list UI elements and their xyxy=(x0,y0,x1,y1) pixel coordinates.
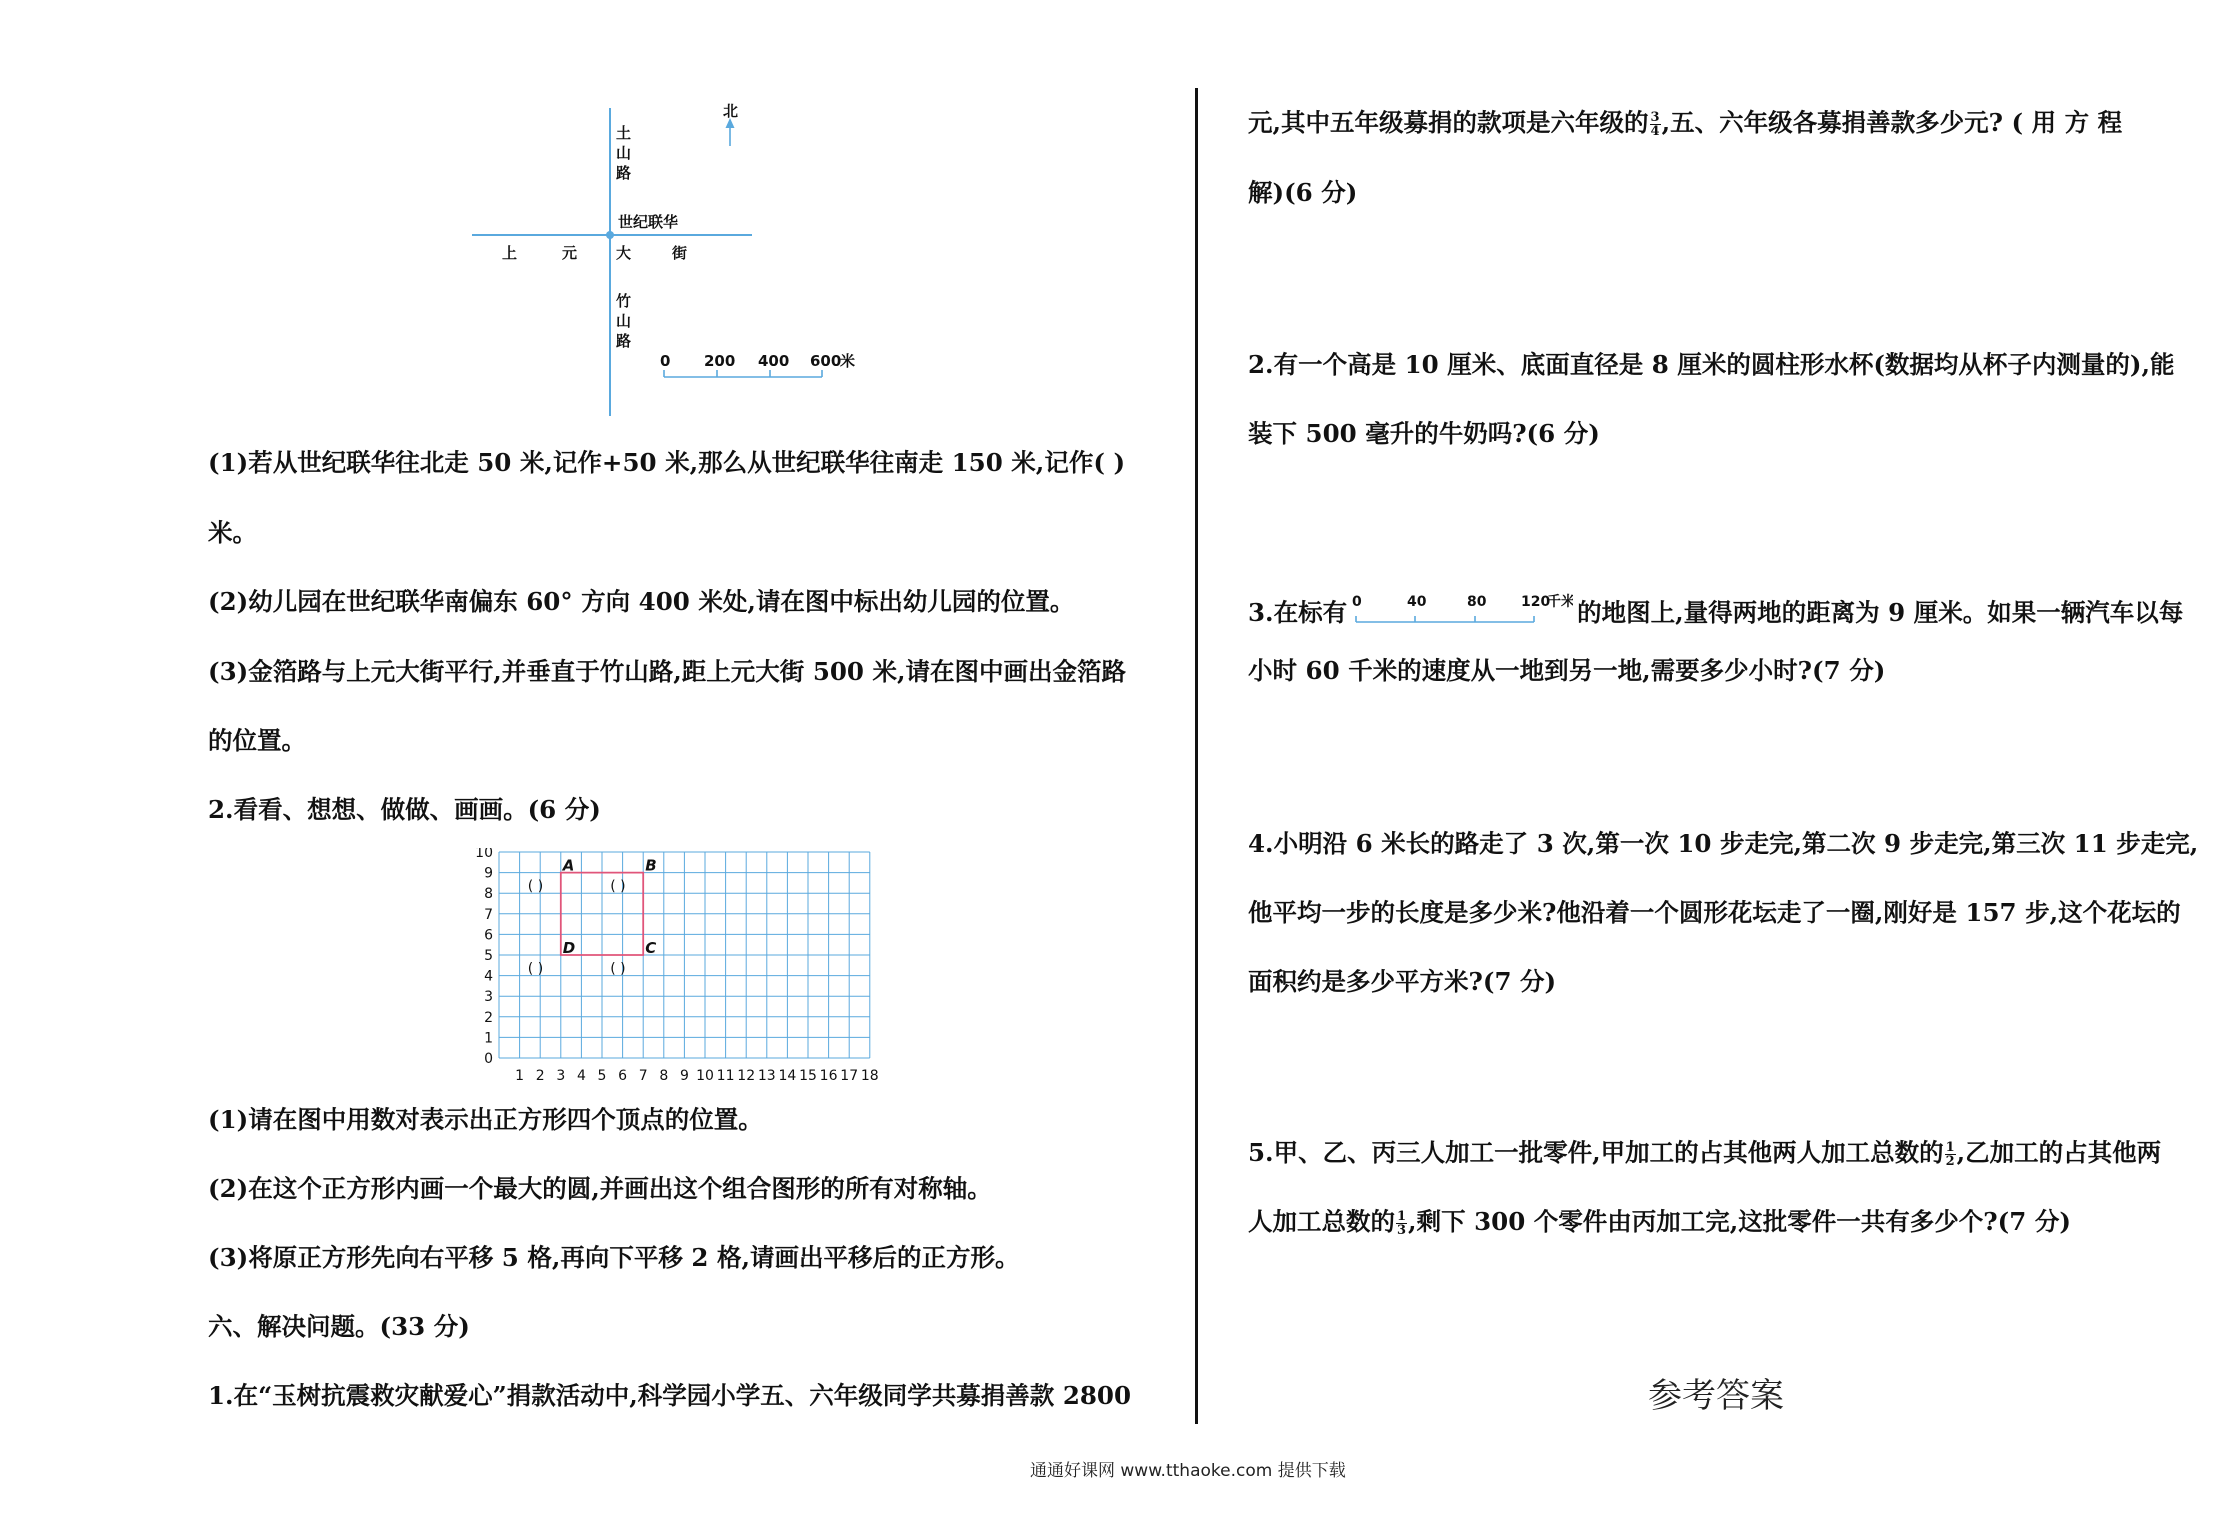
coordinate-blank: ( ) xyxy=(610,961,626,977)
x-axis-label: 2 xyxy=(535,1068,545,1084)
y-axis-label: 7 xyxy=(484,906,493,923)
road-north-char: 路 xyxy=(616,164,632,182)
y-axis-label: 3 xyxy=(484,989,493,1006)
fraction-numerator: 1 xyxy=(1945,1140,1955,1155)
question-1-2: (2)幼儿园在世纪联华南偏东 60° 方向 400 米处,请在图中标出幼儿园的位置。 xyxy=(208,587,1075,616)
fraction-1-3 xyxy=(1396,1210,1407,1237)
question-6-1-text: 元,其中五年级募捐的款项是六年级的 xyxy=(1248,108,1649,137)
coordinate-blank: ( ) xyxy=(610,878,626,895)
street-char: 街 xyxy=(672,244,688,262)
y-axis-label: 5 xyxy=(484,948,493,964)
question-2-3: (3)将原正方形先向右平移 5 格,再向下平移 2 格,请画出平移后的正方形。 xyxy=(208,1243,1020,1272)
intersection-label: 世纪联华 xyxy=(618,213,679,231)
y-axis-label: 6 xyxy=(484,927,493,944)
road-north-char: 山 xyxy=(616,144,632,162)
north-label: 北 xyxy=(723,102,739,120)
x-axis-label: 13 xyxy=(757,1068,776,1084)
x-axis-label: 1 xyxy=(515,1068,525,1084)
vertex-label-c: C xyxy=(645,939,657,957)
coordinate-blank: ( ) xyxy=(527,961,544,977)
inline-scale-label: 0 xyxy=(1352,594,1362,610)
answer-key-title: 参考答案 xyxy=(1648,1376,1784,1416)
location-map xyxy=(460,96,900,426)
scale-label: 200 xyxy=(704,352,736,370)
x-axis-label: 14 xyxy=(778,1068,797,1084)
coordinate-blank: ( ) xyxy=(527,878,544,895)
road-south-char: 山 xyxy=(616,312,632,330)
question-6-1-line3: 解)(6 分) xyxy=(1248,178,1358,207)
question-6-4-line2: 他平均一步的长度是多少米?他沿着一个圆形花坛走了一圈,刚好是 157 步,这个花坛的 xyxy=(1248,898,2181,927)
x-axis-label: 16 xyxy=(819,1068,838,1084)
question-2-2: (2)在这个正方形内画一个最大的圆,并画出这个组合图形的所有对称轴。 xyxy=(208,1174,992,1203)
question-2-title: 2.看看、想想、做做、画画。(6 分) xyxy=(208,795,601,824)
section-6-heading: 六、解决问题。(33 分) xyxy=(208,1312,470,1341)
scale-label: 600 xyxy=(810,352,842,370)
question-6-1-text: ,五、六年级各募捐善款多少元? ( 用 方 程 xyxy=(1661,108,2123,137)
question-1-1-line2: 米。 xyxy=(208,518,257,547)
question-6-4-line3: 面积约是多少平方米?(7 分) xyxy=(1248,967,1557,996)
street-char: 元 xyxy=(562,244,578,262)
y-axis-label: 8 xyxy=(484,886,493,903)
coordinate-grid xyxy=(466,848,886,1090)
column-divider xyxy=(1195,88,1198,1424)
inline-scale-label: 80 xyxy=(1467,594,1487,610)
y-axis-label: 1 xyxy=(484,1030,493,1047)
inline-scale-bar xyxy=(1351,590,1573,630)
fraction-denominator: 4 xyxy=(1650,124,1660,139)
road-north-char: 土 xyxy=(616,124,632,142)
y-axis-label: 10 xyxy=(475,848,493,861)
fraction-numerator: 3 xyxy=(1650,110,1660,125)
x-axis-label: 4 xyxy=(576,1068,586,1084)
y-axis-label: 0 xyxy=(484,1051,493,1067)
inline-scale-label: 120 xyxy=(1521,594,1551,610)
x-axis-label: 9 xyxy=(679,1068,689,1084)
x-axis-label: 3 xyxy=(556,1068,566,1084)
x-axis-label: 5 xyxy=(597,1068,607,1084)
scale-label: 0 xyxy=(660,352,671,370)
vertex-label-a: A xyxy=(562,856,575,875)
question-1-1-line1: (1)若从世纪联华往北走 50 米,记作+50 米,那么从世纪联华往南走 150 米,记作( ) xyxy=(208,448,1126,477)
question-1-3-line1: (3)金箔路与上元大街平行,并垂直于竹山路,距上元大街 500 米,请在图中画出金箔路 xyxy=(208,657,1127,686)
page-footer: 通通好课网 www.tthaoke.com 提供下载 xyxy=(1030,1461,1346,1481)
question-6-5-text: 人加工总数的 xyxy=(1248,1207,1395,1236)
road-south-char: 竹 xyxy=(616,292,632,310)
x-axis-label: 6 xyxy=(618,1068,628,1084)
road-south-char: 路 xyxy=(616,332,632,350)
question-6-3-text: 3.在标有 xyxy=(1248,598,1348,627)
question-6-2-line2: 装下 500 毫升的牛奶吗?(6 分) xyxy=(1248,419,1600,448)
x-axis-label: 10 xyxy=(696,1068,714,1084)
question-6-5-text: ,剩下 300 个零件由丙加工完,这批零件一共有多少个?(7 分) xyxy=(1408,1207,2071,1236)
vertex-label-b: B xyxy=(645,856,657,875)
x-axis-label: 18 xyxy=(860,1068,879,1084)
intersection-dot xyxy=(606,231,614,239)
question-6-4-line1: 4.小明沿 6 米长的路走了 3 次,第一次 10 步走完,第二次 9 步走完,第三次 11 步走完, xyxy=(1248,829,2199,858)
question-6-1-line1: 1.在“玉树抗震救灾献爱心”捐款活动中,科学园小学五、六年级同学共募捐善款 2800 xyxy=(208,1381,1132,1410)
vertex-label-d: D xyxy=(562,939,576,957)
street-char: 上 xyxy=(502,244,518,262)
x-axis-label: 15 xyxy=(799,1068,817,1084)
scale-unit: 米 xyxy=(840,352,856,370)
x-axis-label: 7 xyxy=(638,1068,648,1084)
question-6-3-line2: 小时 60 千米的速度从一地到另一地,需要多少小时?(7 分) xyxy=(1248,656,1886,685)
inline-scale-label: 40 xyxy=(1407,594,1427,610)
fraction-1-2 xyxy=(1945,1141,1956,1168)
question-6-1-line2 xyxy=(1248,106,2122,140)
fraction-denominator: 2 xyxy=(1945,1154,1955,1169)
y-axis-label: 9 xyxy=(484,865,493,882)
fraction-3-4 xyxy=(1650,111,1661,138)
x-axis-label: 17 xyxy=(840,1068,859,1084)
y-axis-label: 4 xyxy=(484,968,493,985)
fraction-denominator: 3 xyxy=(1397,1223,1407,1238)
y-axis-label: 2 xyxy=(484,1009,493,1026)
question-2-1: (1)请在图中用数对表示出正方形四个顶点的位置。 xyxy=(208,1105,763,1134)
question-1-3-line2: 的位置。 xyxy=(208,726,306,755)
x-axis-label: 8 xyxy=(659,1068,669,1084)
street-char: 大 xyxy=(616,244,632,262)
scale-label: 400 xyxy=(758,352,790,370)
question-6-3-line1 xyxy=(1248,590,2183,630)
inline-scale-unit: 千米 xyxy=(1547,594,1574,610)
question-6-5-line1 xyxy=(1248,1136,2161,1170)
fraction-numerator: 1 xyxy=(1397,1209,1407,1224)
question-6-2-line1: 2.有一个高是 10 厘米、底面直径是 8 厘米的圆柱形水杯(数据均从杯子内测量的),能 xyxy=(1248,350,2175,379)
x-axis-label: 11 xyxy=(716,1068,735,1084)
question-6-5-text: ,乙加工的占其他两 xyxy=(1956,1138,2162,1167)
question-6-5-line2 xyxy=(1248,1205,2071,1239)
question-6-5-text: 5.甲、乙、丙三人加工一批零件,甲加工的占其他两人加工总数的 xyxy=(1248,1138,1944,1167)
question-6-3-text: 的地图上,量得两地的距离为 9 厘米。如果一辆汽车以每 xyxy=(1577,598,2184,627)
x-axis-label: 12 xyxy=(737,1068,756,1084)
